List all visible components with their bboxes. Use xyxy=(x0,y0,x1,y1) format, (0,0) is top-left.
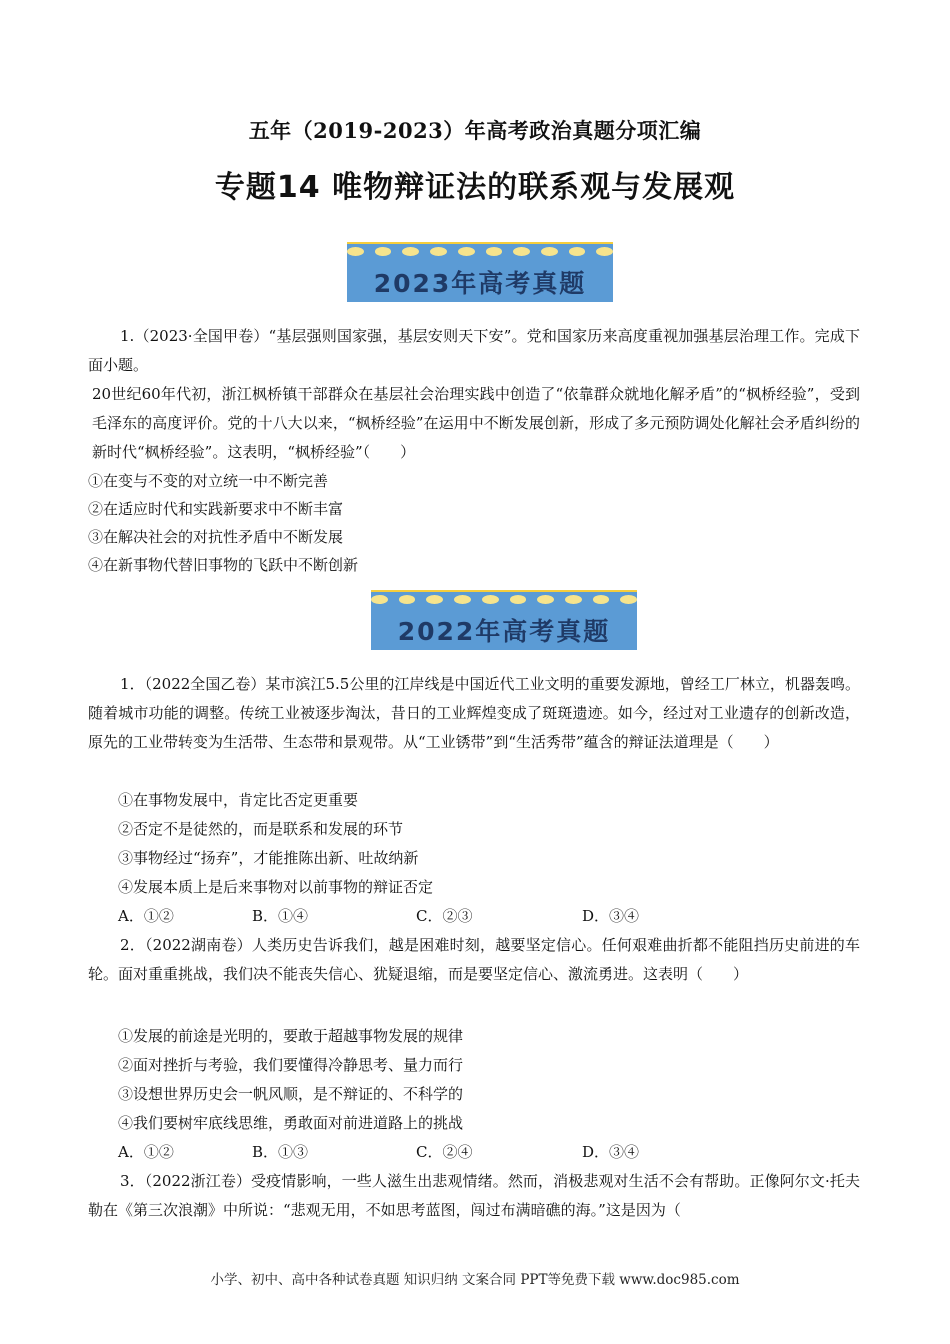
option-3: ③事物经过“扬弃”，才能推陈出新、吐故纳新 xyxy=(118,849,419,867)
choice-c: C．②③ xyxy=(416,907,473,925)
page-footer: 小学、初中、高中各种试卷真题 知识归纳 文案合同 PPT等免费下载 www.doc985.com xyxy=(210,1272,740,1288)
banner-label: 2022年高考真题 xyxy=(397,617,611,646)
option-2: ②在适应时代和实践新要求中不断丰富 xyxy=(88,500,344,518)
question-material: 20世纪60年代初，浙江枫桥镇干部群众在基层社会治理实践中创造了“依靠群众就地化解矛盾”的“枫桥经验”，受到毛泽东的高度评价。党的十八大以来，“枫桥经验”在运用中不断发展创新，形成了多元预防调处化解社会矛盾纠纷的新时代“枫桥经验”。这表明，“枫桥经验”（ ） xyxy=(92,385,860,461)
choice-c: C．②④ xyxy=(416,1143,473,1161)
question-stem: 1．（2022全国乙卷）某市滨江5.5公里的江岸线是中国近代工业文明的重要发源地，曾经工厂林立，机器轰鸣。随着城市功能的调整。传统工业被逐步淘汰，昔日的工业辉煌变成了斑斑遗迹。如今，经过对工业遗存的创新改造，原先的工业带转变为生活带、生态带和景观带。从“工业锈带”到“生活秀带”蕴含的辩证法道理是（ ） xyxy=(88,675,860,751)
question-stem: 3．（2022浙江卷）受疫情影响，一些人滋生出悲观情绪。然而，消极悲观对生活不会有帮助。正像阿尔文·托夫勒在《第三次浪潮》中所说：“悲观无用，不如思考蓝图，闯过布满暗礁的海。”这是因为（ xyxy=(88,1172,860,1219)
banner-dots xyxy=(371,595,637,607)
option-2: ②否定不是徒然的，而是联系和发展的环节 xyxy=(118,820,404,838)
option-4: ④发展本质上是后来事物对以前事物的辩证否定 xyxy=(118,878,434,896)
choice-b: B．①④ xyxy=(252,907,309,925)
answer-choices xyxy=(118,902,860,931)
question-stem: 2．（2022湖南卷）人类历史告诉我们，越是困难时刻，越要坚定信心。任何艰难曲折都不能阻挡历史前进的车轮。面对重重挑战，我们决不能丧失信心、犹疑退缩，而是要坚定信心、激流勇进。这表明（ ） xyxy=(88,936,860,983)
banner-dots xyxy=(347,247,613,259)
choice-d: D．③④ xyxy=(582,1143,640,1161)
option-2: ②面对挫折与考验，我们要懂得冷静思考、量力而行 xyxy=(118,1056,464,1074)
choice-a: A．①② xyxy=(118,1143,174,1161)
choice-d: D．③④ xyxy=(582,907,640,925)
option-1: ①在事物发展中，肯定比否定更重要 xyxy=(118,791,359,809)
option-3: ③设想世界历史会一帆风顺，是不辩证的、不科学的 xyxy=(118,1085,464,1103)
section-banner-2023 xyxy=(347,242,613,302)
banner-label: 2023年高考真题 xyxy=(373,269,587,298)
option-4: ④我们要树牢底线思维，勇敢面对前进道路上的挑战 xyxy=(118,1114,464,1132)
option-1: ①在变与不变的对立统一中不断完善 xyxy=(88,472,329,490)
option-3: ③在解决社会的对抗性矛盾中不断发展 xyxy=(88,528,344,546)
option-4: ④在新事物代替旧事物的飞跃中不断创新 xyxy=(88,556,359,574)
question-stem: 1.（2023·全国甲卷）“基层强则国家强，基层安则天下安”。党和国家历来高度重视加强基层治理工作。完成下面小题。 xyxy=(88,327,860,374)
option-1: ①发展的前途是光明的，要敢于超越事物发展的规律 xyxy=(118,1027,464,1045)
choice-b: B．①③ xyxy=(252,1143,309,1161)
choice-a: A．①② xyxy=(118,907,174,925)
answer-choices xyxy=(118,1138,860,1167)
document-title: 五年（2019-2023）年高考政治真题分项汇编 xyxy=(248,118,702,143)
topic-title: 专题14 唯物辩证法的联系观与发展观 xyxy=(214,170,736,205)
section-banner-2022 xyxy=(371,590,637,650)
